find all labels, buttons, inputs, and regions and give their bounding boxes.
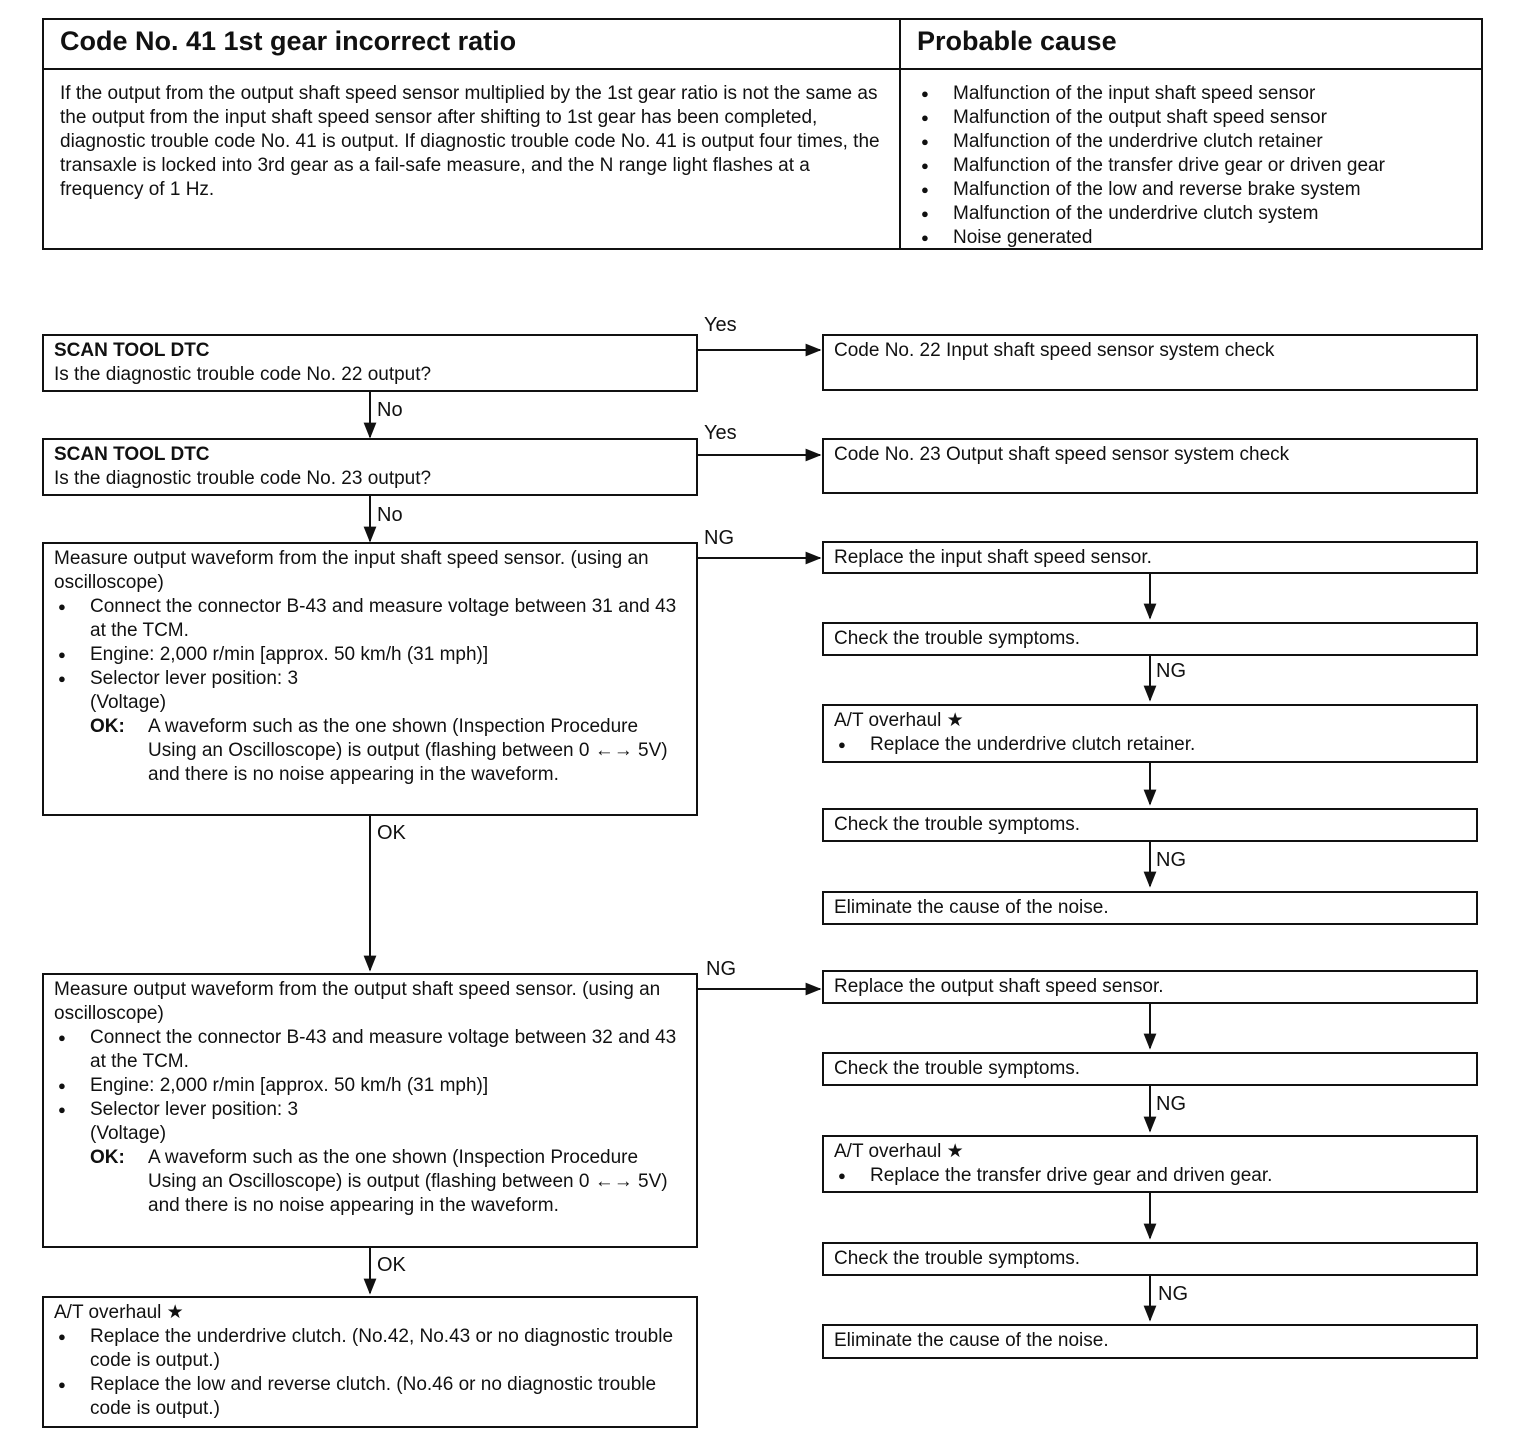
- at-overhaul-bullet: ● Replace the transfer drive gear and driven gear.: [834, 1164, 1466, 1188]
- header-table: [42, 18, 1483, 250]
- result-code22-check: Code No. 22 Input shaft speed sensor system check: [822, 334, 1478, 391]
- ok-label: OK:: [90, 716, 125, 737]
- result-at-overhaul-retainer: [822, 704, 1478, 763]
- input-waveform-bullet: ● Selector lever position: 3: [54, 667, 686, 691]
- cause-item: ● Malfunction of the underdrive clutch retainer: [917, 130, 1465, 154]
- no-label: No: [377, 504, 403, 526]
- at-overhaul-bullet: ● Replace the underdrive clutch. (No.42, No.43 or no diagnostic trouble code is output.): [54, 1325, 686, 1373]
- result-eliminate-noise-1: Eliminate the cause of the noise.: [822, 891, 1478, 925]
- result-check-symptoms-2: Check the trouble symptoms.: [822, 808, 1478, 842]
- result-code23-check: Code No. 23 Output shaft speed sensor system check: [822, 438, 1478, 494]
- step-at-overhaul-clutch: [42, 1296, 698, 1428]
- no-label: No: [377, 399, 403, 421]
- input-waveform-voltage: (Voltage): [90, 692, 167, 713]
- ok-label: OK:: [90, 1147, 125, 1168]
- input-waveform-intro: Measure output waveform from the input shaft speed sensor. (using an oscilloscope): [54, 548, 649, 593]
- ng-label: NG: [1156, 660, 1186, 682]
- code-description: If the output from the output shaft speed sensor multiplied by the 1st gear ratio is not the same as the output from the input shaft speed sensor after shifting to 1st gear has been completed, diagnostic trouble code No. 41 is output. If diagnostic trouble code No. 41 is output four times, the transaxle is locked into 3rd gear as a fail-safe measure, and the N range light flashes at a frequency of 1 Hz.: [60, 83, 880, 200]
- cause-title: Probable cause: [917, 26, 1117, 56]
- yes-label: Yes: [704, 314, 737, 336]
- result-at-overhaul-gear: [822, 1135, 1478, 1193]
- output-waveform-ok: [54, 1146, 686, 1218]
- input-waveform-bullet: ● Connect the connector B-43 and measure voltage between 31 and 43 at the TCM.: [54, 595, 686, 643]
- ok-label: OK: [377, 822, 406, 844]
- cause-list: [901, 76, 1481, 256]
- at-overhaul-title: A/T overhaul ★: [834, 1141, 964, 1162]
- step-dtc23-question: Is the diagnostic trouble code No. 23 output?: [54, 468, 432, 489]
- at-overhaul-bullet: ● Replace the underdrive clutch retainer.: [834, 733, 1466, 757]
- at-overhaul-title: A/T overhaul ★: [834, 710, 964, 731]
- result-check-symptoms-1: Check the trouble symptoms.: [822, 622, 1478, 656]
- yes-label: Yes: [704, 422, 737, 444]
- step-dtc22-title: SCAN TOOL DTC: [54, 340, 210, 361]
- cause-item: ● Malfunction of the underdrive clutch system: [917, 202, 1465, 226]
- at-overhaul-title: A/T overhaul ★: [54, 1302, 184, 1323]
- header-divider-h: [44, 68, 1481, 70]
- result-replace-input-sensor: Replace the input shaft speed sensor.: [822, 541, 1478, 574]
- ng-label: NG: [1156, 1093, 1186, 1115]
- result-eliminate-noise-2: Eliminate the cause of the noise.: [822, 1324, 1478, 1359]
- ok-label: OK: [377, 1254, 406, 1276]
- output-waveform-intro: Measure output waveform from the output shaft speed sensor. (using an oscilloscope): [54, 979, 661, 1024]
- step-output-waveform: [42, 973, 698, 1248]
- ng-label: NG: [1158, 1283, 1188, 1305]
- ng-label: NG: [704, 527, 734, 549]
- at-overhaul-bullet: ● Replace the low and reverse clutch. (No.46 or no diagnostic trouble code is output.): [54, 1373, 686, 1421]
- input-waveform-bullet: ● Engine: 2,000 r/min [approx. 50 km/h (31 mph)]: [54, 643, 686, 667]
- cause-item: ● Malfunction of the transfer drive gear or driven gear: [917, 154, 1465, 178]
- cause-item: ● Noise generated: [917, 226, 1465, 250]
- step-dtc22-question: Is the diagnostic trouble code No. 22 output?: [54, 364, 432, 385]
- ng-label: NG: [706, 958, 736, 980]
- result-check-symptoms-4: Check the trouble symptoms.: [822, 1242, 1478, 1276]
- input-waveform-ok: [54, 715, 686, 787]
- ok-text: A waveform such as the one shown (Inspection Procedure Using an Oscilloscope) is output (flashing between 0 ←→ 5V) and there is no noise appearing in the waveform.: [148, 1147, 668, 1216]
- result-check-symptoms-3: Check the trouble symptoms.: [822, 1052, 1478, 1086]
- output-waveform-voltage: (Voltage): [90, 1123, 167, 1144]
- code-title: Code No. 41 1st gear incorrect ratio: [60, 26, 517, 56]
- step-dtc22: [42, 334, 698, 392]
- result-replace-output-sensor: Replace the output shaft speed sensor.: [822, 970, 1478, 1004]
- step-dtc23: [42, 438, 698, 496]
- cause-item: ● Malfunction of the low and reverse brake system: [917, 178, 1465, 202]
- output-waveform-bullet: ● Engine: 2,000 r/min [approx. 50 km/h (31 mph)]: [54, 1074, 686, 1098]
- step-dtc23-title: SCAN TOOL DTC: [54, 444, 210, 465]
- ok-text: A waveform such as the one shown (Inspection Procedure Using an Oscilloscope) is output (flashing between 0 ←→ 5V) and there is no noise appearing in the waveform.: [148, 716, 668, 785]
- cause-item: ● Malfunction of the output shaft speed sensor: [917, 106, 1465, 130]
- cause-item: ● Malfunction of the input shaft speed sensor: [917, 82, 1465, 106]
- output-waveform-bullet: ● Selector lever position: 3: [54, 1098, 686, 1122]
- step-input-waveform: [42, 542, 698, 816]
- ng-label: NG: [1156, 849, 1186, 871]
- output-waveform-bullet: ● Connect the connector B-43 and measure voltage between 32 and 43 at the TCM.: [54, 1026, 686, 1074]
